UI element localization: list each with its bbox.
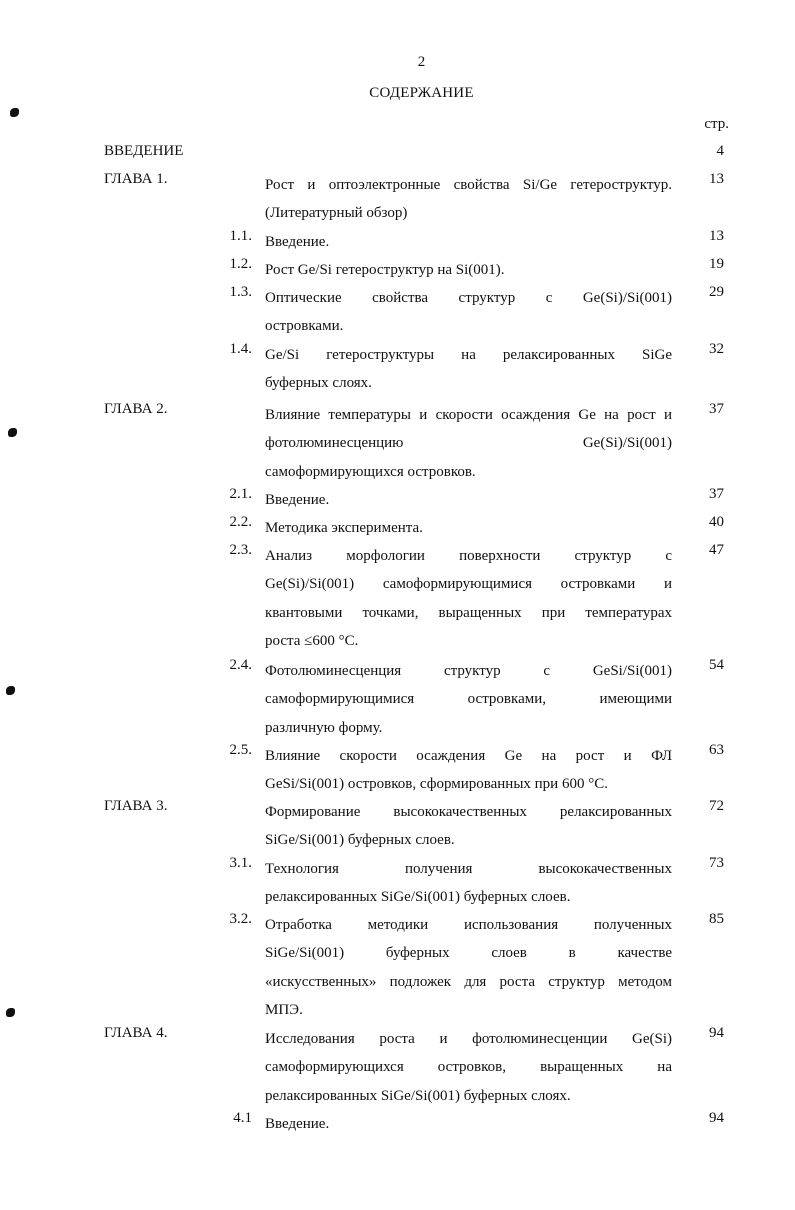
toc-entry-title-line: релаксированных SiGe/Si(001) буферных слоев. [265,889,571,906]
toc-entry-title-line: Отработка методики использования полученных [265,917,672,933]
toc-section-number: 4.1 [233,1110,252,1126]
toc-page-number: 29 [709,284,724,300]
toc-section-number: 3.1. [229,855,252,871]
toc-entry-title [265,742,672,799]
toc-entry-title [265,1110,672,1138]
toc-page-number: 4 [716,143,724,159]
toc-entry-title-line: Оптические свойства структур с Ge(Si)/Si(001) [265,290,672,306]
toc-chapter-label: ГЛАВА 1. [104,171,168,187]
binding-mark-icon [6,1008,15,1017]
toc-entry-title-line: Технология получения высококачественных [265,861,672,877]
binding-mark-icon [6,686,15,695]
toc-page-number: 37 [709,486,724,502]
toc-entry-title [265,1025,672,1110]
toc-entry-title [265,657,672,742]
toc-section-number: 1.2. [229,256,252,272]
toc-chapter-label: ГЛАВА 4. [104,1025,168,1041]
toc-entry-title-line: самоформирующихся островков. [265,463,476,480]
toc-chapter-label: ВВЕДЕНИЕ [104,143,184,159]
binding-mark-icon [10,108,19,117]
toc-page-number: 32 [709,341,724,357]
toc-section-number: 1.1. [229,228,252,244]
toc-section-number: 1.4. [229,341,252,357]
toc-entry-title [265,855,672,912]
toc-section-number: 2.3. [229,542,252,558]
toc-entry-title-line: Исследования роста и фотолюминесценции Ge(Si) [265,1031,672,1047]
toc-entry-title-line: Введение. [265,492,330,508]
toc-entry-title [265,228,672,256]
toc-page-number: 73 [709,855,724,871]
toc-entry-title-line: релаксированных SiGe/Si(001) буферных слоях. [265,1087,571,1104]
toc-entry-title-line: Формирование высококачественных релаксированных [265,804,672,820]
toc-entry-title-line: МПЭ. [265,1001,303,1018]
toc-page-number: 40 [709,514,724,530]
toc-entry-title [265,514,672,542]
toc-section-number: 3.2. [229,911,252,927]
toc-page-number: 47 [709,542,724,558]
toc-page-number: 94 [709,1110,724,1126]
toc-entry-title-line: «искусственных» подложек для роста структур методом [265,973,672,990]
toc-entry-title [265,171,672,228]
toc-entry-title [265,284,672,341]
toc-entry-title-line: Ge(Si)/Si(001) самоформирующимися островками и [265,576,672,593]
page-title: СОДЕРЖАНИЕ [369,85,474,101]
binding-mark-icon [8,428,17,437]
toc-entry-title-line: GeSi/Si(001) островков, сформированных при 600 °C. [265,776,608,793]
toc-entry-title-line: Введение. [265,234,330,250]
toc-entry-title-line: SiGe/Si(001) буферных слоев в качестве [265,945,672,962]
toc-entry-title-line: самоформирующимися островками, имеющими [265,691,672,708]
toc-entry-title [265,542,672,655]
toc-section-number: 2.5. [229,742,252,758]
page-number: 2 [417,54,426,70]
toc-entry-title [265,256,672,284]
toc-entry-title-line: Анализ морфологии поверхности структур с [265,548,672,564]
toc-entry-title-line: островками. [265,318,344,335]
toc-page-number: 13 [709,228,724,244]
toc-entry-title [265,798,672,855]
toc-entry-title-line: Ge/Si гетероструктуры на релаксированных SiGe [265,347,672,363]
toc-section-number: 2.1. [229,486,252,502]
toc-entry-title-line: различную форму. [265,719,383,736]
toc-page-number: 72 [709,798,724,814]
toc-chapter-label: ГЛАВА 3. [104,798,168,814]
toc-entry-title [265,401,672,486]
toc-entry-title-line: Фотолюминесценция структур с GeSi/Si(001) [265,663,672,679]
toc-page-number: 37 [709,401,724,417]
toc-page-number: 54 [709,657,724,673]
toc-section-number: 2.4. [229,657,252,673]
toc-page-number: 85 [709,911,724,927]
toc-page-number: 94 [709,1025,724,1041]
page-column-header: стр. [704,116,729,132]
toc-entry-title-line: Рост и оптоэлектронные свойства Si/Ge гетероструктур. [265,177,672,193]
toc-entry-title-line: SiGe/Si(001) буферных слоев. [265,832,455,849]
toc-entry-title-line: Рост Ge/Si гетероструктур на Si(001). [265,262,505,278]
toc-entry-title-line: (Литературный обзор) [265,205,408,222]
toc-entry-title-line: Влияние скорости осаждения Ge на рост и ФЛ [265,748,672,764]
toc-entry-title-line: Методика эксперимента. [265,520,423,536]
toc-section-number: 1.3. [229,284,252,300]
toc-page-number: 63 [709,742,724,758]
toc-entry-title-line: роста ≤600 °C. [265,632,359,649]
toc-chapter-label: ГЛАВА 2. [104,401,168,417]
toc-entry-title-line: фотолюминесценцию Ge(Si)/Si(001) [265,435,672,452]
toc-entry-title [265,911,672,1024]
toc-entry-title-line: квантовыми точками, выращенных при температурах [265,604,672,621]
toc-entry-title-line: буферных слоях. [265,375,372,392]
toc-page-number: 13 [709,171,724,187]
toc-entry-title-line: Введение. [265,1116,330,1132]
toc-entry-title [265,486,672,514]
toc-entry-title-line: Влияние температуры и скорости осаждения Ge на рост и [265,407,672,423]
toc-entry-title-line: самоформирующихся островков, выращенных на [265,1059,672,1076]
toc-page-number: 19 [709,256,724,272]
toc-entry-title [265,341,672,398]
toc-section-number: 2.2. [229,514,252,530]
